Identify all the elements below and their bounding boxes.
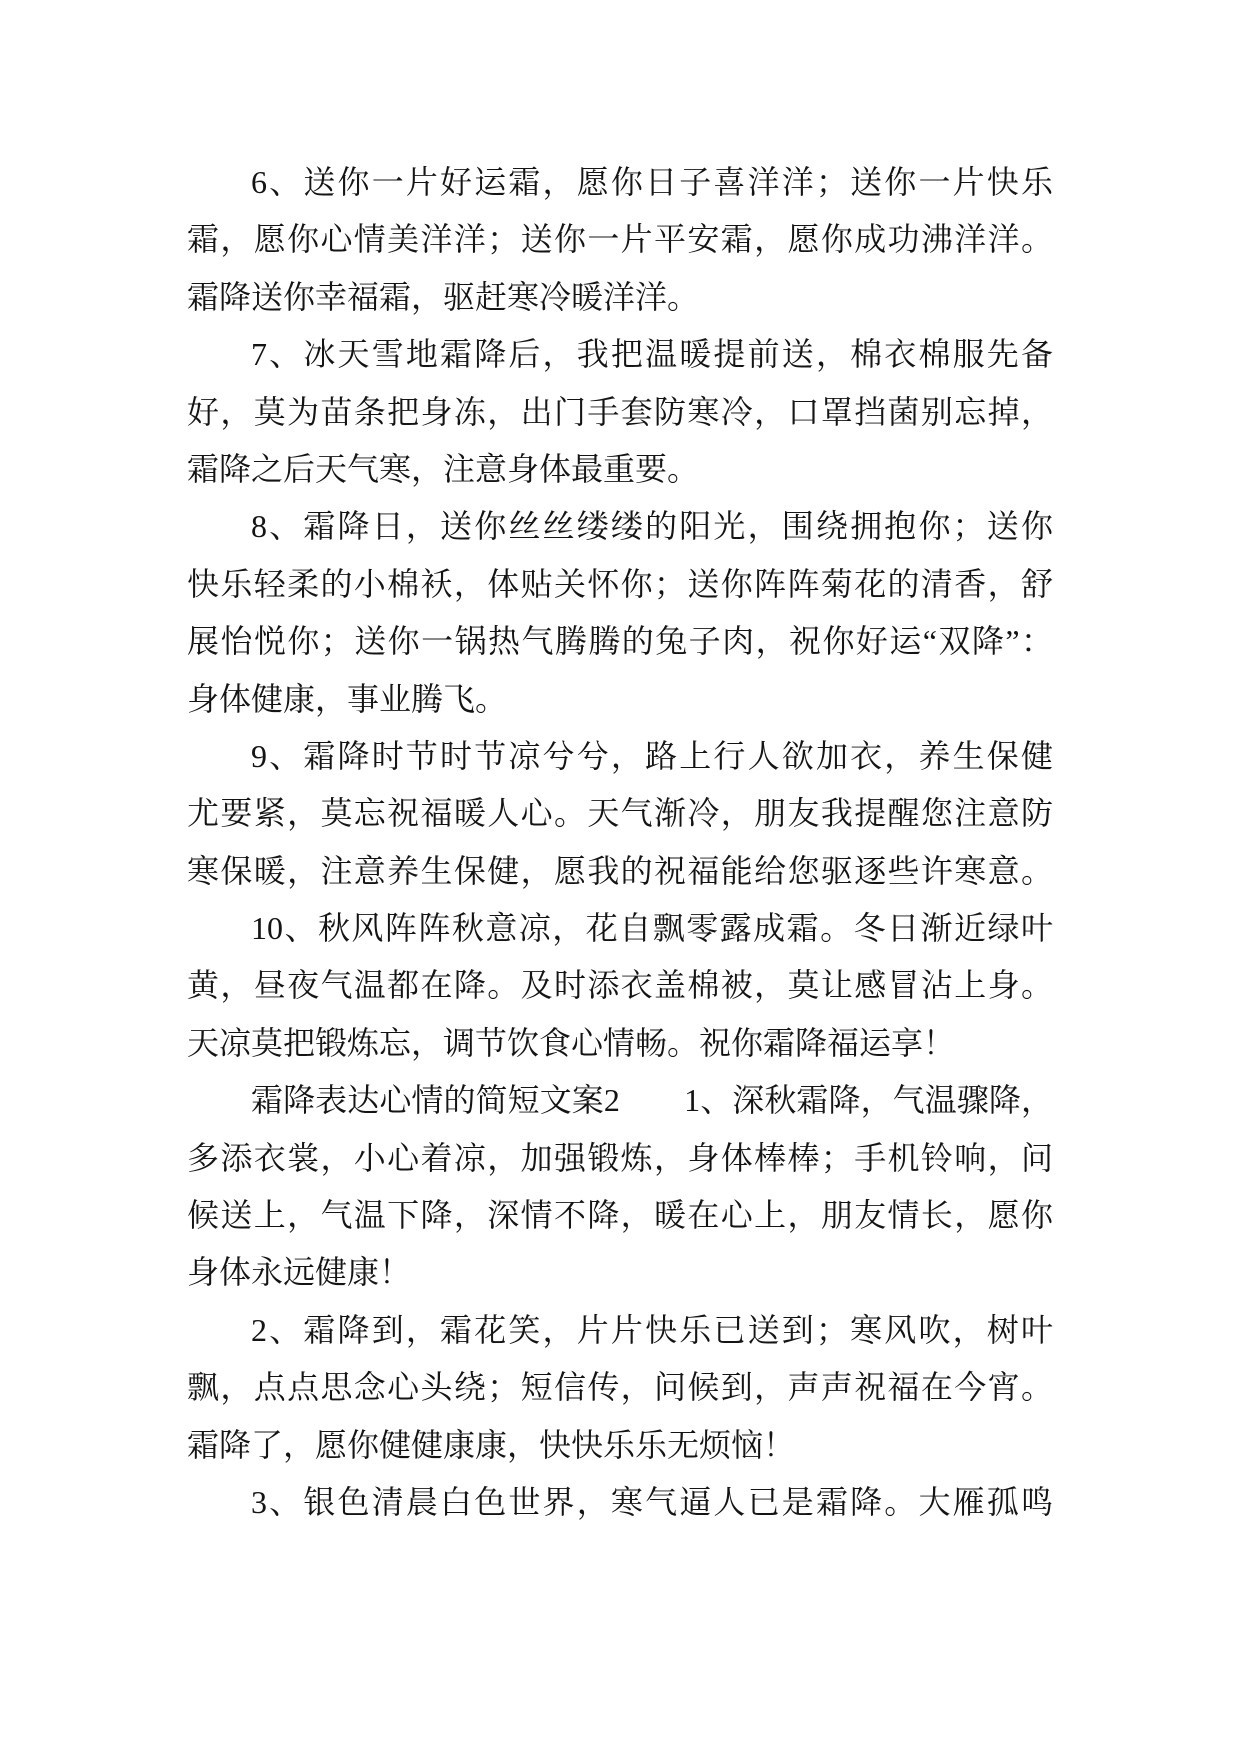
text-line: 8、霜降日，送你丝丝缕缕的阳光，围绕拥抱你；送你	[251, 508, 1053, 545]
text-line: 展怡悦你；送你一锅热气腾腾的兔子肉，祝你好运“双降”：	[187, 623, 1053, 660]
text-line: 霜，愿你心情美洋洋；送你一片平安霜，愿你成功沸洋洋。	[187, 221, 1053, 258]
text-line: 2、霜降到，霜花笑，片片快乐已送到；寒风吹，树叶	[251, 1311, 1053, 1348]
text-line: 寒保暖，注意养生保健，愿我的祝福能给您驱逐些许寒意。	[187, 852, 1053, 889]
text-line: 尤要紧，莫忘祝福暖人心。天气渐冷，朋友我提醒您注意防	[187, 795, 1053, 832]
text-line: 6、送你一片好运霜，愿你日子喜洋洋；送你一片快乐	[251, 164, 1053, 200]
paragraph	[187, 326, 1053, 498]
text-line: 霜降之后天气寒，注意身体最重要。	[187, 450, 700, 487]
text-line: 身体永远健康！	[187, 1254, 412, 1291]
text-line: 霜降了，愿你健健康康，快快乐乐无烦恼！	[187, 1426, 796, 1463]
paragraph	[187, 900, 1053, 1072]
text-line: 多添衣裳，小心着凉，加强锻炼，身体棒棒；手机铃响，问	[187, 1139, 1053, 1176]
paragraph	[187, 1072, 1053, 1302]
paragraph	[187, 728, 1053, 900]
text-line: 候送上，气温下降，深情不降，暖在心上，朋友情长，愿你	[187, 1197, 1053, 1234]
paragraph	[187, 154, 1053, 326]
text-line: 好，莫为苗条把身冻，出门手套防寒冷，口罩挡菌别忘掉，	[187, 393, 1053, 430]
paragraph	[187, 1474, 1053, 1531]
text-line: 9、霜降时节时节凉兮兮，路上行人欲加衣，养生保健	[251, 737, 1053, 774]
text-line: 10、秋风阵阵秋意凉，花自飘零露成霜。冬日渐近绿叶	[251, 910, 1053, 947]
text-line: 身体健康，事业腾飞。	[187, 680, 508, 717]
paragraph	[187, 1302, 1053, 1474]
paragraph	[187, 498, 1053, 728]
document-body	[187, 154, 1053, 1531]
text-line: 天凉莫把锻炼忘，调节饮食心情畅。祝你霜降福运享！	[187, 1024, 956, 1061]
text-line: 霜降送你幸福霜，驱赶寒冷暖洋洋。	[187, 278, 700, 315]
text-line: 飘，点点思念心头绕；短信传，问候到，声声祝福在今宵。	[187, 1369, 1053, 1406]
text-line: 3、银色清晨白色世界，寒气逼人已是霜降。大雁孤鸣	[251, 1483, 1053, 1520]
text-line: 7、冰天雪地霜降后，我把温暖提前送，棉衣棉服先备	[251, 336, 1053, 373]
text-line: 黄，昼夜气温都在降。及时添衣盖棉被，莫让感冒沾上身。	[187, 967, 1053, 1004]
text-line: 霜降表达心情的简短文案2 1、深秋霜降，气温骤降，	[251, 1082, 1053, 1119]
text-line: 快乐轻柔的小棉袄，体贴关怀你；送你阵阵菊花的清香，舒	[187, 565, 1053, 602]
